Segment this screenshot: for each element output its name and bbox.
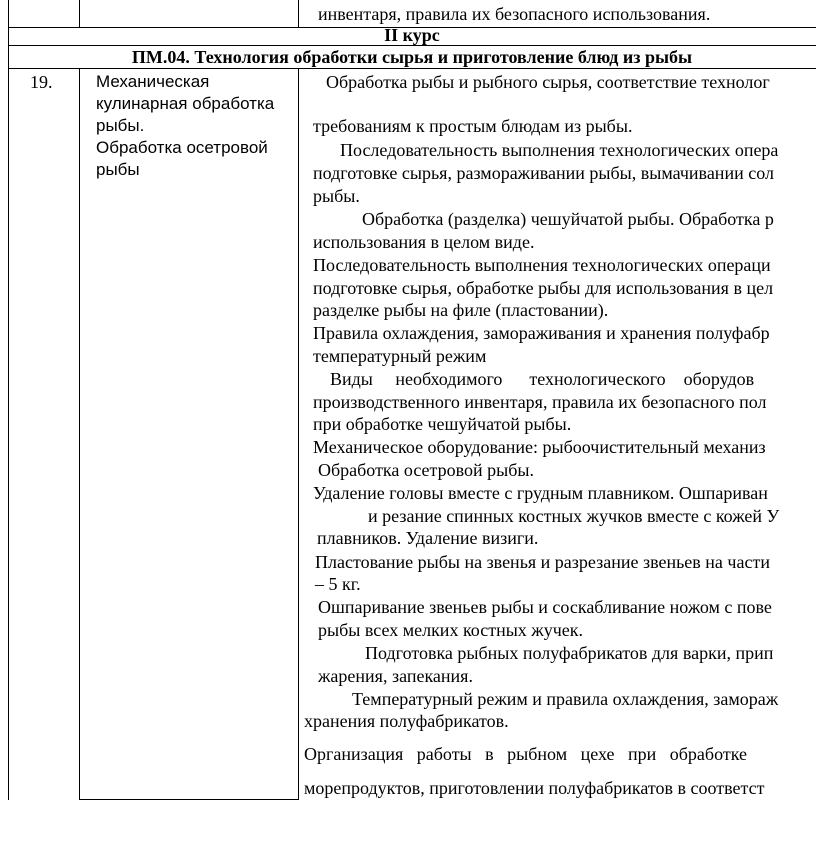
- content-line: Последовательность выполнения технологических опера: [340, 140, 779, 160]
- content-line: Ошпаривание звеньев рыбы и соскабливание ножом с пове: [318, 597, 772, 617]
- content-line: Механическое оборудование: рыбоочистительный механиз: [313, 437, 766, 457]
- content-line: Обработка (разделка) чешуйчатой рыбы. Обработка р: [362, 209, 774, 229]
- course-header: II курс: [384, 25, 440, 45]
- content-line: Организация работы в рыбном цехе при обработке: [304, 744, 747, 764]
- content-line: жарения, запекания.: [318, 666, 473, 686]
- content-line: хранения полуфабрикатов.: [304, 711, 509, 731]
- content-line: Температурный режим и правила охлаждения, замораж: [352, 689, 779, 709]
- content-line: подготовке сырья, обработке рыбы для использования в цел: [313, 278, 774, 298]
- topic-line: Механическая: [96, 72, 210, 91]
- content-line: Пластование рыбы на звенья и разрезание звеньев на части: [315, 552, 770, 572]
- content-line: подготовке сырья, размораживании рыбы, вымачивании сол: [313, 163, 774, 183]
- rule-col2: [298, 68, 299, 800]
- topic-line: кулинарная обработка: [96, 94, 275, 113]
- content-line: требованиям к простым блюдам из рыбы.: [313, 116, 633, 136]
- content-line: производственного инвентаря, правила их безопасного пол: [313, 392, 767, 412]
- topic-line: рыбы: [96, 160, 140, 179]
- content-line: использования в целом виде.: [313, 232, 535, 252]
- module-header: ПМ.04. Технология обработки сырья и приготовление блюд из рыбы: [131, 47, 693, 67]
- content-line: Правила охлаждения, замораживания и хранения полуфабр: [313, 323, 770, 343]
- content-line: и резание спинных костных жучков вместе с кожей У: [368, 506, 780, 526]
- topic-line: Обработка осетровой: [96, 138, 268, 157]
- content-line: Удаление головы вместе с грудным плавником. Ошпариван: [313, 483, 768, 503]
- content-line: Обработка осетровой рыбы.: [318, 460, 534, 480]
- content-line: Обработка рыбы и рыбного сырья, соответствие технолог: [326, 72, 770, 92]
- content-line: Последовательность выполнения технологических операци: [313, 255, 771, 275]
- content-line: при обработке чешуйчатой рыбы.: [313, 414, 572, 434]
- row-number: 19.: [30, 72, 53, 92]
- content-line: рыбы всех мелких костных жучек.: [318, 620, 584, 640]
- content-line: – 5 кг.: [315, 574, 361, 594]
- content-line: температурный режим: [313, 346, 487, 366]
- topic-line: рыбы.: [96, 116, 145, 135]
- rule-module-bottom: [8, 68, 816, 69]
- rule-topic-cell-bottom: [79, 799, 298, 800]
- content-line: плавников. Удаление визиги.: [317, 528, 539, 548]
- rule-col1: [79, 68, 80, 800]
- rule-left-edge: [8, 0, 9, 800]
- content-line: рыбы.: [313, 186, 360, 206]
- content-line: Виды необходимого технологического оборудов: [330, 369, 755, 389]
- content-line: Подготовка рыбных полуфабрикатов для варки, прип: [365, 643, 774, 663]
- content-line: морепродуктов, приготовлении полуфабрикатов в соответст: [304, 778, 765, 798]
- top-row-content: инвентаря, правила их безопасного использования.: [318, 4, 711, 24]
- content-line: разделке рыбы на филе (пластовании).: [313, 300, 609, 320]
